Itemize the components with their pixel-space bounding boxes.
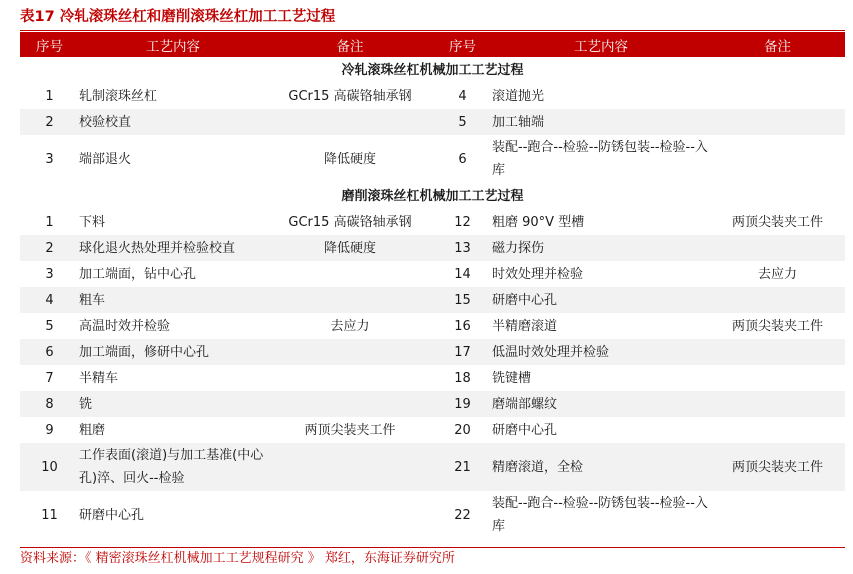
note-cell xyxy=(267,443,433,491)
seq-cell: 5 xyxy=(433,109,492,135)
section-title: 磨削滚珠丝杠机械加工工艺过程 xyxy=(20,183,845,209)
seq-cell: 6 xyxy=(20,339,79,365)
content-cell: 校验校直 xyxy=(79,109,267,135)
source-note: 资料来源：《 精密滚珠丝杠机械加工工艺规程研究 》 郑红，东海证券研究所 xyxy=(20,551,455,566)
note-cell xyxy=(267,491,433,539)
seq-cell: 21 xyxy=(433,443,492,491)
content-cell: 装配--跑合--检验--防锈包装--检验--入库 xyxy=(492,140,708,178)
table-row xyxy=(20,109,845,135)
seq-cell: 7 xyxy=(45,370,54,386)
note-cell xyxy=(710,417,845,443)
seq-cell: 6 xyxy=(458,151,467,167)
header-note-2: 备注 xyxy=(710,32,845,57)
seq-cell: 19 xyxy=(433,391,492,417)
content-cell: 磁力探伤 xyxy=(492,235,710,261)
note-cell xyxy=(267,339,433,365)
seq-cell: 11 xyxy=(41,507,58,523)
note-cell: 降低硬度 xyxy=(267,235,433,261)
note-cell xyxy=(710,491,845,539)
note-cell: 降低硬度 xyxy=(323,151,376,167)
note-cell xyxy=(710,287,845,313)
note-cell xyxy=(710,235,845,261)
note-cell xyxy=(710,109,845,135)
table-row xyxy=(20,235,845,261)
content-cell: 研磨中心孔 xyxy=(492,422,558,438)
header-note: 备注 xyxy=(267,32,433,57)
note-cell: GCr15 高碳铬轴承钢 xyxy=(288,214,412,230)
content-cell: 半精磨滚道 xyxy=(492,318,558,334)
content-cell: 研磨中心孔 xyxy=(492,287,710,313)
table-title: 表17 冷轧滚珠丝杠和磨削滚珠丝杠加工工艺过程 xyxy=(20,9,336,25)
table-row xyxy=(20,83,845,109)
seq-cell: 4 xyxy=(20,287,79,313)
content-cell: 加工端面，修研中心孔 xyxy=(79,339,267,365)
note-cell: 两顶尖装夹工件 xyxy=(710,443,845,491)
seq-cell: 1 xyxy=(45,214,54,230)
content-cell: 下料 xyxy=(79,214,106,230)
note-cell: 两顶尖装夹工件 xyxy=(304,422,396,438)
note-cell xyxy=(710,135,845,183)
seq-cell: 5 xyxy=(45,318,54,334)
seq-cell: 4 xyxy=(458,88,467,104)
content-cell: 半精车 xyxy=(79,370,119,386)
note-cell: 两顶尖装夹工件 xyxy=(731,318,823,334)
seq-cell: 8 xyxy=(20,391,79,417)
content-cell: 滚道抛光 xyxy=(492,88,545,104)
seq-cell: 9 xyxy=(45,422,54,438)
content-cell: 铣键槽 xyxy=(492,370,532,386)
content-cell: 高温时效并检验 xyxy=(79,318,171,334)
note-cell xyxy=(267,109,433,135)
table-row xyxy=(20,339,845,365)
seq-cell: 1 xyxy=(45,88,54,104)
table-row xyxy=(20,391,845,417)
header-seq-2: 序号 xyxy=(433,32,492,57)
content-cell: 精磨滚道，全检 xyxy=(492,443,710,491)
table-row xyxy=(20,491,845,539)
seq-cell: 20 xyxy=(454,422,471,438)
content-cell: 研磨中心孔 xyxy=(79,507,145,523)
note-cell xyxy=(710,365,845,391)
note-cell xyxy=(267,391,433,417)
table-row xyxy=(20,209,845,235)
note-cell xyxy=(267,365,433,391)
table-row xyxy=(20,135,845,183)
seq-cell: 14 xyxy=(454,266,471,282)
header-seq: 序号 xyxy=(20,32,79,57)
seq-cell: 2 xyxy=(20,235,79,261)
process-table xyxy=(20,32,845,539)
content-cell: 加工轴端 xyxy=(492,109,710,135)
content-cell: 加工端面，钻中心孔 xyxy=(79,266,197,282)
content-cell: 粗磨 xyxy=(79,422,106,438)
table-row xyxy=(20,443,845,491)
table-row xyxy=(20,417,845,443)
seq-cell: 3 xyxy=(45,151,54,167)
content-cell: 铣 xyxy=(79,391,267,417)
bottom-divider xyxy=(20,547,845,548)
table-row xyxy=(20,313,845,339)
content-cell: 装配--跑合--检验--防锈包装--检验--入库 xyxy=(492,496,708,534)
content-cell: 时效处理并检验 xyxy=(492,266,584,282)
seq-cell: 12 xyxy=(454,214,471,230)
content-cell: 球化退火热处理并检验校直 xyxy=(79,235,267,261)
seq-cell: 22 xyxy=(454,507,471,523)
content-cell: 轧制滚珠丝杠 xyxy=(79,88,158,104)
seq-cell: 10 xyxy=(20,443,79,491)
header-row xyxy=(20,32,845,57)
seq-cell: 17 xyxy=(433,339,492,365)
table-row xyxy=(20,365,845,391)
seq-cell: 15 xyxy=(433,287,492,313)
seq-cell: 18 xyxy=(454,370,471,386)
note-cell xyxy=(267,261,433,287)
note-cell xyxy=(710,391,845,417)
content-cell: 粗磨 90°V 型槽 xyxy=(492,214,585,230)
content-cell: 粗车 xyxy=(79,287,267,313)
section-header-row xyxy=(20,57,845,83)
note-cell: 去应力 xyxy=(757,266,797,282)
seq-cell: 3 xyxy=(45,266,54,282)
content-cell: 工作表面(滚道)与加工基准(中心孔)淬、回火--检验 xyxy=(79,443,267,491)
content-cell: 低温时效处理并检验 xyxy=(492,339,710,365)
content-cell: 磨端部螺纹 xyxy=(492,391,710,417)
header-content: 工艺内容 xyxy=(79,32,267,57)
note-cell: 两顶尖装夹工件 xyxy=(731,214,823,230)
seq-cell: 16 xyxy=(454,318,471,334)
title-divider xyxy=(20,30,845,31)
header-content-2: 工艺内容 xyxy=(492,32,710,57)
note-cell xyxy=(267,287,433,313)
seq-cell: 13 xyxy=(433,235,492,261)
note-cell: 去应力 xyxy=(330,318,370,334)
note-cell xyxy=(710,83,845,109)
seq-cell: 2 xyxy=(20,109,79,135)
note-cell xyxy=(710,339,845,365)
note-cell: GCr15 高碳铬轴承钢 xyxy=(288,88,412,104)
section-header-row xyxy=(20,183,845,209)
table-row xyxy=(20,287,845,313)
section-title: 冷轧滚珠丝杠机械加工工艺过程 xyxy=(20,57,845,83)
content-cell: 端部退火 xyxy=(79,151,132,167)
table-row xyxy=(20,261,845,287)
